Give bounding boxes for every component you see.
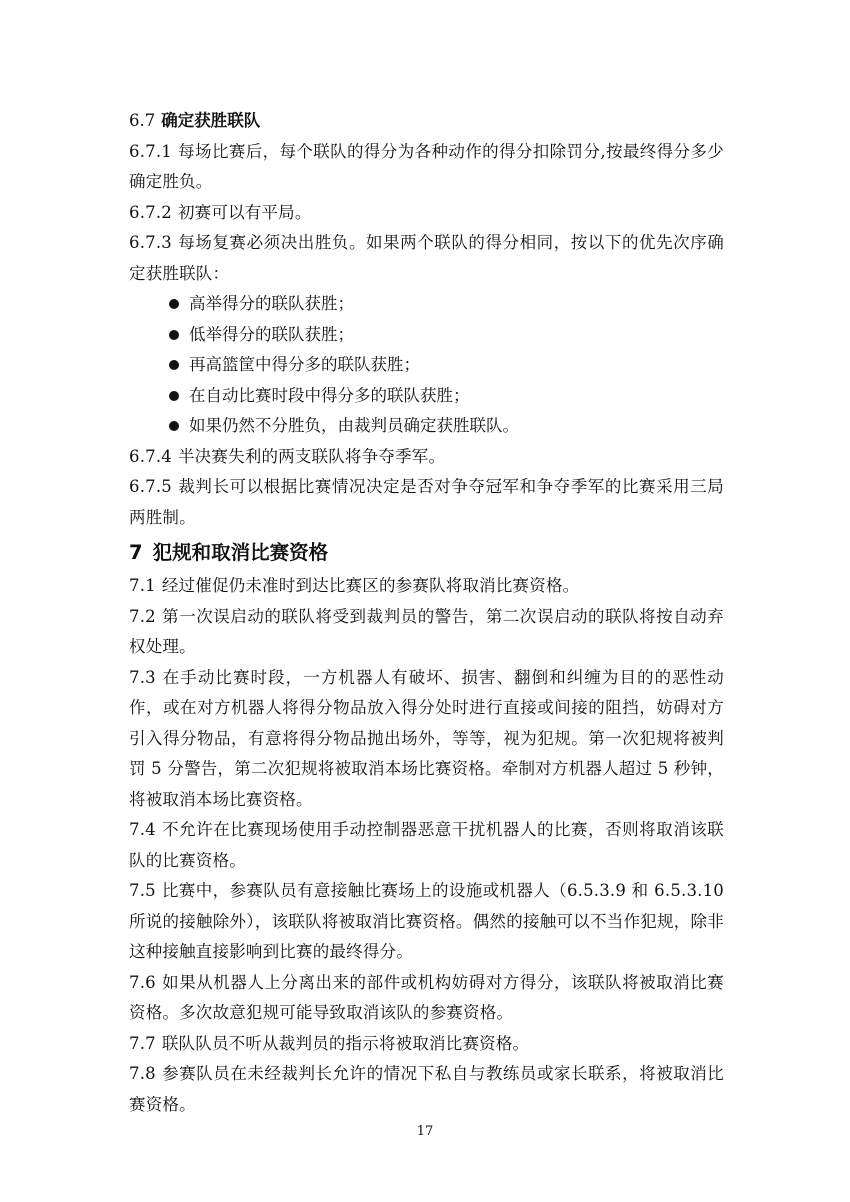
clause-text: 第一次误启动的联队将受到裁判员的警告，第二次误启动的联队将按自动弃权处理。 bbox=[129, 606, 724, 656]
page-body bbox=[129, 106, 724, 1120]
list-item bbox=[169, 350, 724, 381]
clause-text: 联队队员不听从裁判员的指示将被取消比赛资格。 bbox=[161, 1033, 530, 1053]
clause-number: 7.1 bbox=[129, 576, 156, 595]
clause-6-7-4 bbox=[129, 442, 724, 473]
clause-number: 7.5 bbox=[129, 881, 156, 900]
bullet-icon bbox=[169, 421, 179, 431]
list-item-text: 低举得分的联队获胜； bbox=[189, 324, 354, 344]
section-6-7-heading bbox=[129, 106, 724, 137]
clause-text: 经过催促仍未准时到达比赛区的参赛队将取消比赛资格。 bbox=[161, 576, 580, 595]
bullet-icon bbox=[169, 299, 179, 309]
bullet-icon bbox=[169, 330, 179, 340]
clause-number: 6.7.4 bbox=[129, 446, 172, 466]
section-7-heading bbox=[129, 535, 724, 571]
clause-text: 不允许在比赛现场使用手动控制器恶意干扰机器人的比赛，否则将取消该联队的比赛资格。 bbox=[129, 820, 724, 870]
clause-7-7 bbox=[129, 1029, 724, 1060]
clause-text: 裁判长可以根据比赛情况决定是否对争夺冠军和争夺季军的比赛采用三局两胜制。 bbox=[129, 477, 724, 527]
clause-text: 在手动比赛时段，一方机器人有破坏、损害、翻倒和纠缠为目的的恶性动作，或在对方机器人将得分物品放入得分处时进行直接或间接的阻挡，妨碍对方引入得分物品，有意将得分物品抛出场外，等等，视为犯规。第一次犯规将被判罚 5 分警告，第二次犯规将被取消本场比赛资格。牵制对方机器人超过 5 秒钟，将被取消本场比赛资格。 bbox=[129, 667, 724, 809]
list-item bbox=[169, 289, 724, 320]
clause-number: 7.6 bbox=[129, 972, 156, 992]
clause-number: 7.3 bbox=[129, 667, 156, 687]
clause-text: 如果从机器人上分离出来的部件或机构妨碍对方得分，该联队将被取消比赛资格。多次故意犯规可能导致取消该队的参赛资格。 bbox=[129, 972, 724, 1022]
section-title: 确定获胜联队 bbox=[161, 111, 261, 130]
clause-text: 比赛中，参赛队员有意接触比赛场上的设施或机器人（6.5.3.9 和 6.5.3.10 所说的接触除外），该联队将被取消比赛资格。偶然的接触可以不当作犯规，除非这种接触直接影响到比赛的最终得分。 bbox=[129, 881, 724, 961]
list-item-text: 在自动比赛时段中得分多的联队获胜； bbox=[189, 385, 470, 405]
clause-7-8 bbox=[129, 1059, 724, 1120]
clause-number: 6.7.5 bbox=[129, 477, 172, 496]
clause-number: 6.7.2 bbox=[129, 202, 172, 222]
list-item-text: 如果仍然不分胜负，由裁判员确定获胜联队。 bbox=[189, 416, 519, 435]
clause-text: 每场复赛必须决出胜负。如果两个联队的得分相同，按以下的优先次序确定获胜联队： bbox=[129, 233, 724, 283]
clause-7-3 bbox=[129, 663, 724, 816]
clause-text: 初赛可以有平局。 bbox=[177, 202, 312, 222]
clause-6-7-2 bbox=[129, 198, 724, 229]
clause-number: 7.8 bbox=[129, 1064, 156, 1083]
list-item-text: 再高篮筐中得分多的联队获胜； bbox=[189, 355, 420, 374]
clause-7-2 bbox=[129, 602, 724, 663]
clause-7-5 bbox=[129, 876, 724, 968]
clause-number: 7.7 bbox=[129, 1033, 156, 1053]
list-item bbox=[169, 411, 724, 442]
clause-number: 7.4 bbox=[129, 820, 156, 839]
clause-6-7-3 bbox=[129, 228, 724, 289]
clause-text: 半决赛失利的两支联队将争夺季军。 bbox=[177, 446, 446, 466]
clause-7-4 bbox=[129, 815, 724, 876]
page-number: 17 bbox=[416, 1124, 434, 1139]
clause-text: 每场比赛后，每个联队的得分为各种动作的得分扣除罚分,按最终得分多少确定胜负。 bbox=[129, 141, 724, 191]
clause-6-7-5 bbox=[129, 472, 724, 533]
list-item bbox=[169, 381, 724, 412]
section-number: 7 bbox=[129, 541, 143, 564]
section-number: 6.7 bbox=[129, 111, 156, 130]
list-item-text: 高举得分的联队获胜； bbox=[189, 294, 354, 313]
list-item bbox=[169, 320, 724, 351]
clause-6-7-1 bbox=[129, 137, 724, 198]
clause-number: 6.7.3 bbox=[129, 233, 172, 252]
clause-text: 参赛队员在未经裁判长允许的情况下私自与教练员或家长联系，将被取消比赛资格。 bbox=[129, 1064, 724, 1114]
bullet-icon bbox=[169, 391, 179, 401]
clause-number: 6.7.1 bbox=[129, 141, 172, 161]
clause-7-6 bbox=[129, 968, 724, 1029]
clause-7-1 bbox=[129, 571, 724, 602]
tiebreak-priority-list bbox=[129, 289, 724, 442]
clause-number: 7.2 bbox=[129, 606, 156, 626]
bullet-icon bbox=[169, 360, 179, 370]
section-title: 犯规和取消比赛资格 bbox=[152, 541, 329, 564]
